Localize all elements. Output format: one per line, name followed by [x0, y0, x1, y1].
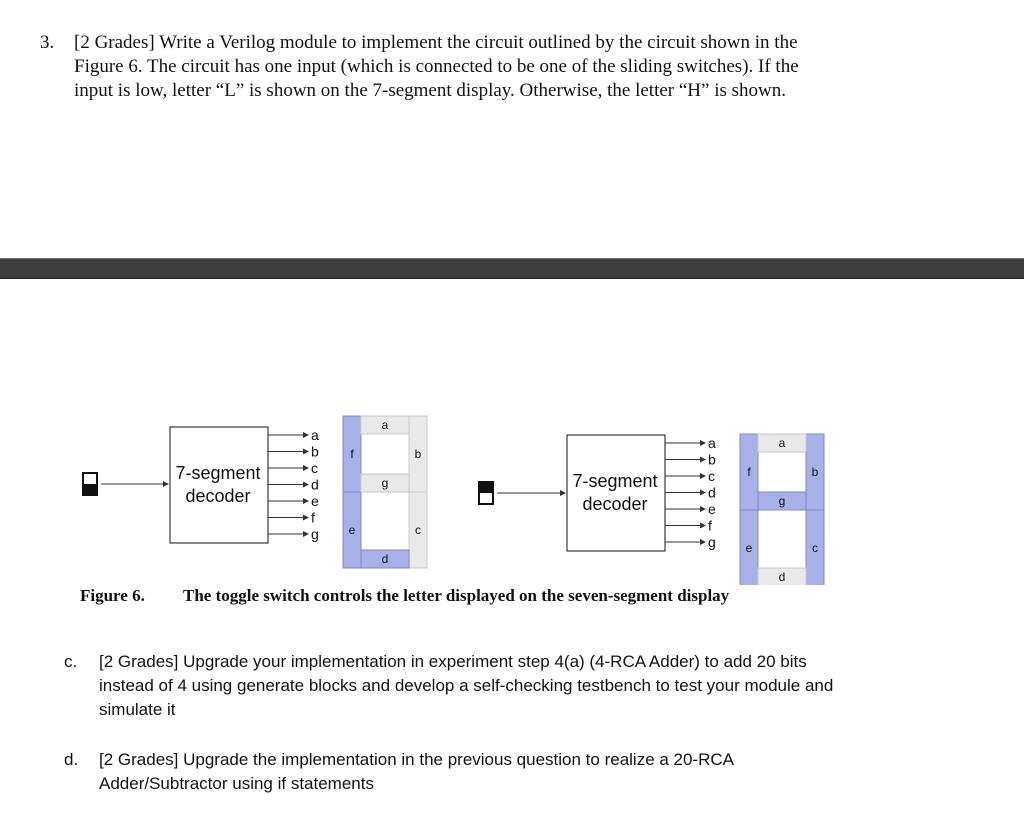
question-line: input is low, letter “L” is shown on the 7-segment display. Otherwise, the letter “H” is shown.	[74, 80, 786, 101]
segment-label-b: b	[811, 465, 819, 479]
output-label-b: b	[311, 443, 319, 460]
subquestion-c	[64, 650, 944, 725]
segment-label-b: b	[414, 447, 422, 461]
left-circuit	[83, 416, 427, 568]
horizontal-divider-bar	[0, 258, 1024, 279]
segment-label-a: a	[381, 418, 389, 432]
subquestion-line: Adder/Subtractor using if statements	[99, 774, 374, 793]
output-label-e: e	[708, 501, 716, 517]
subquestion-line: instead of 4 using generate blocks and develop a self-checking testbench to test your module and	[99, 676, 834, 695]
figure-caption-text: The toggle switch controls the letter displayed on the seven-segment display	[183, 586, 730, 605]
decoder-box	[170, 427, 268, 543]
subquestion-letter: c.	[64, 652, 78, 671]
segment-label-f: f	[747, 465, 751, 479]
output-label-f: f	[311, 509, 315, 526]
output-label-g: g	[708, 534, 716, 550]
segment-label-g: g	[381, 476, 389, 490]
segment-label-d: d	[778, 570, 786, 584]
decoder-label: 7-segment	[175, 463, 261, 483]
segment-label-f: f	[350, 447, 354, 461]
subquestion-line: [2 Grades] Upgrade the implementation in the previous question to realize a 20-RCA	[99, 750, 735, 769]
figure-6-diagram	[0, 400, 1024, 585]
output-label-a: a	[311, 427, 319, 443]
output-label-a: a	[708, 435, 716, 451]
segment-label-d: d	[381, 552, 389, 566]
decoder-label: 7-segment	[572, 471, 658, 491]
decoder-box	[567, 435, 665, 551]
output-label-c: c	[708, 468, 715, 484]
segment-label-e: e	[348, 523, 356, 537]
output-label-g: g	[311, 526, 319, 542]
seven-segment-display	[343, 416, 427, 568]
question-text	[74, 31, 934, 103]
switch-knob	[84, 484, 96, 494]
subquestion-d	[64, 748, 944, 798]
segment-label-c: c	[415, 523, 421, 537]
subquestion-letter: d.	[64, 750, 79, 769]
output-label-b: b	[708, 451, 716, 468]
output-label-c: c	[311, 460, 318, 476]
output-label-e: e	[311, 493, 319, 509]
output-label-d: d	[311, 476, 319, 493]
subquestion-line: [2 Grades] Upgrade your implementation in experiment step 4(a) (4-RCA Adder) to add 20 bits	[99, 652, 807, 671]
decoder-label: decoder	[582, 494, 648, 514]
subquestion-line: simulate it	[99, 700, 176, 719]
segment-label-g: g	[778, 494, 786, 508]
seven-segment-display	[740, 434, 824, 585]
segment-label-a: a	[778, 436, 786, 450]
toggle-switch-icon	[83, 473, 97, 495]
question-number: 3.	[40, 32, 55, 53]
segment-label-c: c	[812, 541, 818, 555]
toggle-switch-icon	[479, 482, 493, 504]
decoder-label: decoder	[185, 486, 251, 506]
question-line: [2 Grades] Write a Verilog module to implement the circuit outlined by the circuit shown in the	[74, 32, 798, 53]
output-label-f: f	[708, 517, 712, 534]
switch-knob	[480, 483, 492, 493]
figure-caption-label: Figure 6.	[80, 586, 145, 605]
output-label-d: d	[708, 484, 716, 501]
question-line: Figure 6. The circuit has one input (which is connected to be one of the sliding switches). If the	[74, 56, 799, 77]
segment-label-e: e	[745, 541, 753, 555]
right-circuit	[479, 434, 824, 585]
